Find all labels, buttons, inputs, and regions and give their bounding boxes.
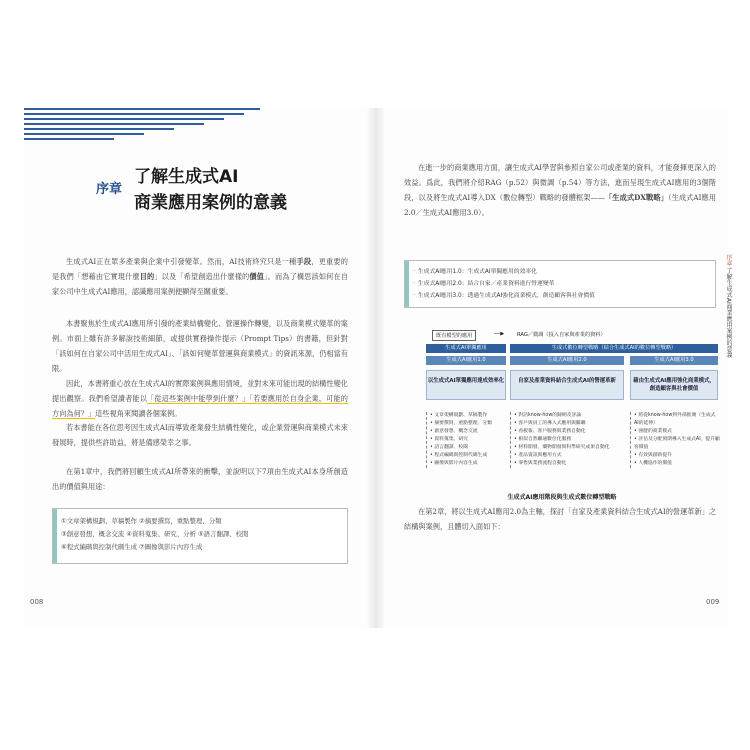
list-stage-3: • 將從know-how到外部推廣（生成式AI的延伸） • 強健的商業模式 • 評估及分配預期導入生成式AI，提升顧客價值 • 有效與創新提升 • 人機協作的價值 [630, 412, 720, 468]
right-paragraph-1: 在進一步的商業應用方面，讓生成式AI學習與參照自家公司或產業的資料，才能發揮更深入的效益。爲此，我們將介紹RAG（p.52）與微調（p.54）等方法，進而呈現生成式AI應用的3個階段，以及將生成式AI導入DX（數位轉型）戰略的發體框架——「生成式DX戰略」（生成式AI應用2.0／生成式AI應用3.0）。 [404, 163, 717, 217]
header-standalone: 生成式AI單獨應用 [426, 344, 506, 353]
book-gutter [366, 108, 386, 628]
side-tab-mark: 序章 [725, 254, 732, 266]
header-stage-2: 生成式AI應用2.0 [510, 356, 624, 365]
list-stage-2: • 對話know-how的歸納及評論 • 客戶與員工的導入式應用與關聯 • 看板報、客戶服務與業務自動化 • 相似自然聯通數位化服務 • 材料開發、藥物開發與科學研究成果自動化 • 產品資訊與應用方式 • 零售與業務流程自動化 [510, 412, 626, 468]
value-list-line-3: ⑥程式編碼與控制代碼生成 ⑦圖像與影片內容生成 [61, 543, 203, 551]
side-chapter-tab [720, 254, 732, 374]
page-number-right: 009 [706, 598, 720, 606]
header-stage-3: 生成式AI應用3.0 [630, 356, 718, 365]
value-list-box [52, 508, 348, 564]
diagram-arrow: ──▶ [494, 331, 505, 337]
value-list-line-2: ③創意發想、概念交流 ④資料蒐集、研究、分析 ⑤語言翻譯、校閱 [61, 530, 249, 538]
decorative-stripes [24, 108, 264, 148]
title-line-1: 了解生成式AI [134, 167, 239, 187]
paragraph-5: 在第1章中，我們將回顧生成式AI所帶來的衝擊，並說明以下7項由生成式AI本身所創造出的價值與用途： [52, 467, 348, 491]
stages-box [404, 260, 716, 308]
diagram-tag-rag: RAG／微調（投入自家與產業的資料） [514, 330, 609, 339]
stage-2: · 生成式AI應用2.0：結合自家／產業資料進行營運變革 [413, 281, 555, 287]
paragraph-3: 因此，本書將重心放在生成式AI的實際案例與應用情境，並對未來可能出現的結構性變化提出觀察。我們希望讀者能以「從這些案例中能學到什麼？」「若要應用於自身企業，可能的方向為何？」這些視角來閱讀各個案例。 [52, 379, 348, 418]
paragraph-1: 生成式AI正在眾多產業與企業中引發變革。然而，AI技術終究只是一種手段，更重要的是我們「想藉由它實現什麼目的」以及「希望創造出什麼樣的價值」。而為了構思該如何在自家公司中生成式AI應用，認識應用案例便顯得至關重要。 [52, 257, 348, 296]
list-stage-1: • 文章架構規劃、草稿製作 • 摘要撰寫，重點整理、分類 • 創意發想、概念交流 • 資料蒐集、研究 • 語言翻譯、校閱 • 程式編碼與控制代碼生成 • 圖像與影片內容生成 [426, 412, 506, 468]
main-stage-1: 以生成式AI單獨應用達成效率化 [426, 370, 506, 400]
paragraph-4: 若本書能在各位思考因生成式AI而導致產業發生結構性變化，或企業營運與商業模式未來發展時，提供些許助益，將是備感榮幸之事。 [52, 423, 348, 447]
left-page [24, 108, 368, 628]
chapter-label: 序章 [96, 182, 123, 197]
main-stage-2: 自家及產業資料結合生成式AI的營運革新 [510, 370, 624, 400]
right-paragraph-2: 在第2章，將以生成式AI應用2.0為主軸，探討「自家及產業資料結合生成式AI的營運革新」之結構與案例，且體切入面如下： [404, 507, 717, 531]
side-tab-text: 了解生成式AI商業應用案例的意義 [725, 267, 732, 358]
strategy-diagram [404, 330, 720, 501]
page-number-left: 008 [30, 598, 44, 606]
paragraph-2: 本書聚焦於生成式AI應用所引發的產業結構變化、營運操作轉變，以及商業模式變革的案例。市面上雖有許多解說技術細節，或提供實務操作提示（Prompt Tips）的書籍，但針對「該如何在自家公司中活用生成式AI」、「該如何變革營運與商業模式」的資訊來源，仍相當有限。 [52, 319, 348, 373]
stage-1: · 生成式AI應用1.0：生成式AI單獨應用的效率化 [413, 269, 537, 275]
header-dx-strategy: 生成式數位轉型戰略（結合生成式AI的數位轉型戰略） [510, 344, 718, 353]
title-line-2: 商業應用案例的意義 [134, 193, 287, 213]
diagram-caption: 生成式AI應用階段與生成式數位轉型戰略 [507, 494, 617, 501]
main-stage-3: 藉由生成式AI應用強化商業模式，創造顧客與社會價值 [630, 370, 718, 400]
stage-3: · 生成式AI應用3.0：透過生成式AI強化商業模式，創造顧客與社會價值 [413, 293, 595, 299]
chapter-title [134, 164, 287, 216]
header-stage-1: 生成式AI應用1.0 [426, 356, 506, 365]
diagram-tag-existing: 既有模型的應用 [432, 330, 476, 341]
right-page [384, 108, 732, 628]
value-list-line-1: ①文章架構規劃、草稿製作 ②摘要撰寫，重點整理、分類 [61, 517, 222, 525]
